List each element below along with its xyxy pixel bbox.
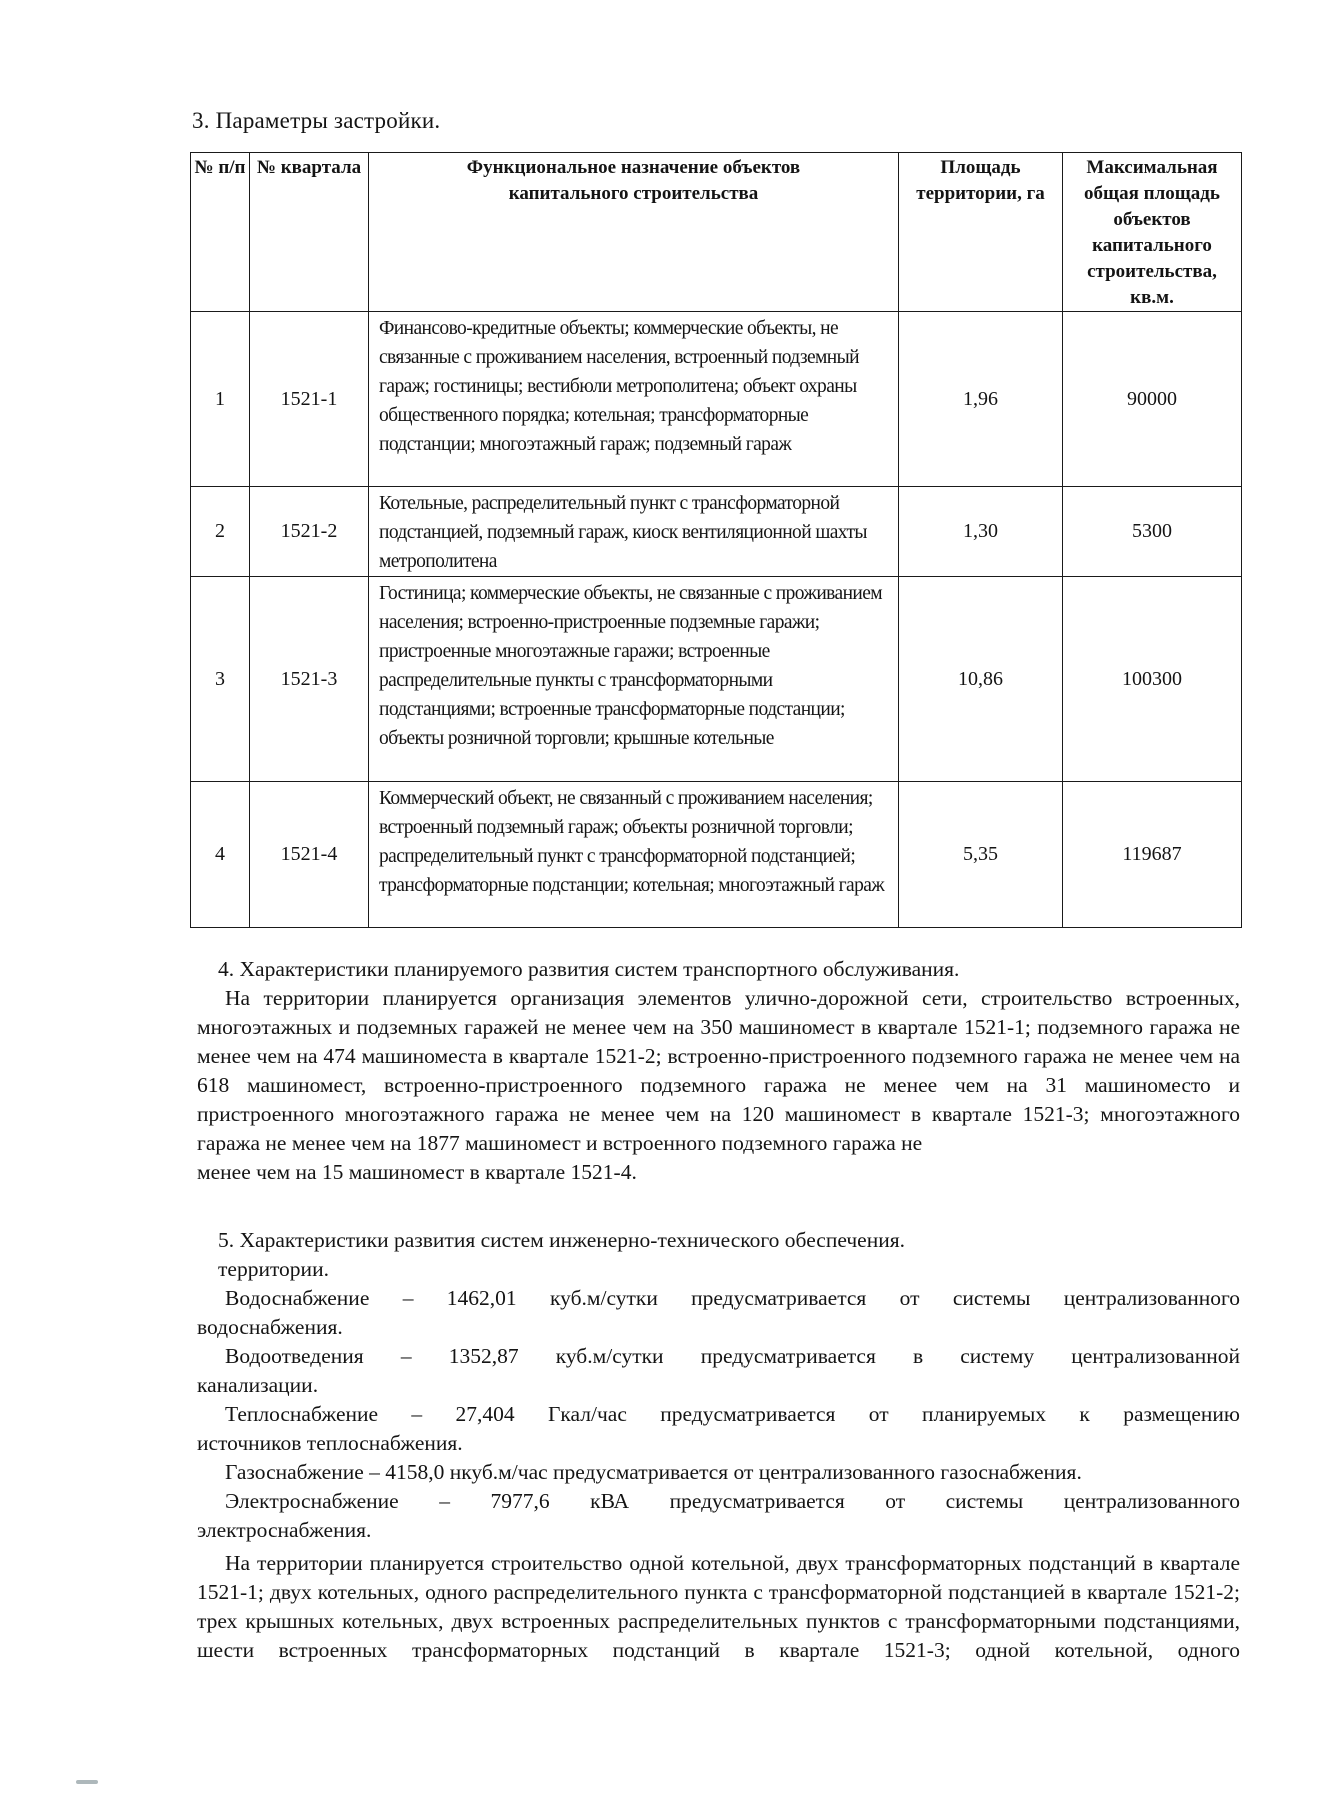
- max-area-cell: 90000: [1063, 312, 1242, 487]
- transport-paragraph-end: менее чем на 15 машиномест в квартале 1521-4.: [197, 1160, 637, 1184]
- max-area-cell: 5300: [1063, 487, 1242, 577]
- header-max-area: Максимальная общая площадь объектов капитального строительства, кв.м.: [1063, 153, 1242, 312]
- table-header-row: [191, 153, 1242, 312]
- header-row-number: № п/п: [191, 153, 250, 312]
- heat-supply-line-end: источников теплоснабжения.: [197, 1431, 463, 1455]
- max-area-cell: 100300: [1063, 577, 1242, 782]
- row-number: 3: [191, 577, 250, 782]
- area-cell: 5,35: [899, 782, 1063, 928]
- row-number: 1: [191, 312, 250, 487]
- header-block-number: № квартала: [250, 153, 369, 312]
- section-4-title: 4. Характеристики планируемого развития систем транспортного обслуживания.: [218, 957, 960, 981]
- scan-artifact: [76, 1780, 98, 1784]
- heat-supply-line: Теплоснабжение – 27,404 Гкал/час предусматривается от планируемых к размещению: [225, 1402, 1240, 1426]
- table-row: [191, 577, 1242, 782]
- gas-supply-line: Газоснабжение – 4158,0 нкуб.м/час предусматривается от централизованного газоснабжения.: [225, 1460, 1082, 1484]
- building-parameters-table: [190, 152, 1242, 928]
- header-area: Площадь территории, га: [899, 153, 1063, 312]
- power-supply-line: Электроснабжение – 7977,6 кВА предусматривается от системы централизованного: [225, 1489, 1240, 1513]
- water-supply-line: Водоснабжение – 1462,01 куб.м/сутки предусматривается от системы централизованного: [225, 1286, 1240, 1310]
- purpose-cell: Котельные, распределительный пункт с трансформаторной подстанцией, подземный гараж, киоск вентиляционной шахты метрополитена: [369, 487, 899, 577]
- block-number: 1521-1: [250, 312, 369, 487]
- water-supply-line-end: водоснабжения.: [197, 1315, 343, 1339]
- sewerage-line-end: канализации.: [197, 1373, 319, 1397]
- transport-paragraph: На территории планируется организация элементов улично-дорожной сети, строительство встроенных, многоэтажных и подземных гаражей не менее чем на 350 машиномест в квартале 1521-1; подземного гаража не менее чем на 474 машиноместа в квартале 1521-2; встроенно-пристроенного подземного гаража не менее чем на 618 машиномест, встроенно-пристроенного подземного гаража не менее чем на 31 машиноместо и пристроенного многоэтажного гаража не менее чем на 120 машиномест в квартале 1521-3; многоэтажного гаража не менее чем на 1877 машиномест и встроенного подземного гаража не: [197, 986, 1240, 1155]
- row-number: 4: [191, 782, 250, 928]
- purpose-cell: Коммерческий объект, не связанный с проживанием населения; встроенный подземный гараж; объекты розничной торговли; распределительный пункт с трансформаторной подстанцией; трансформаторные подстанции; котельная; многоэтажный гараж: [369, 782, 899, 928]
- max-area-cell: 119687: [1063, 782, 1242, 928]
- block-number: 1521-3: [250, 577, 369, 782]
- area-cell: 1,30: [899, 487, 1063, 577]
- section-4-body: [197, 984, 1240, 1187]
- construction-paragraph: На территории планируется строительство одной котельной, двух трансформаторных подстанций в квартале 1521-1; двух котельных, одного распределительного пункта с трансформаторной подстанцией в квартале 1521-2; трех крышных котельных, двух встроенных распределительных пунктов с трансформаторными подстанциями, шести встроенных трансформаторных подстанций в квартале 1521-3; одной котельной, одного: [197, 1551, 1240, 1662]
- section-5-title: 5. Характеристики развития систем инженерно-технического обеспечения.: [218, 1228, 905, 1252]
- table-row: [191, 782, 1242, 928]
- table-row: [191, 487, 1242, 577]
- header-purpose: Функциональное назначение объектов капитального строительства: [369, 153, 899, 312]
- power-supply-line-end: электроснабжения.: [197, 1518, 372, 1542]
- purpose-cell: Финансово-кредитные объекты; коммерческие объекты, не связанные с проживанием населения, встроенный подземный гараж; гостиницы; вестибюли метрополитена; объект охраны общественного порядка; котельная; трансформаторные подстанции; многоэтажный гараж; подземный гараж: [369, 312, 899, 487]
- block-number: 1521-2: [250, 487, 369, 577]
- row-number: 2: [191, 487, 250, 577]
- area-cell: 10,86: [899, 577, 1063, 782]
- area-cell: 1,96: [899, 312, 1063, 487]
- sewerage-line: Водоотведения – 1352,87 куб.м/сутки предусматривается в систему централизованной: [225, 1344, 1240, 1368]
- section-3-title: 3. Параметры застройки.: [192, 108, 441, 133]
- block-number: 1521-4: [250, 782, 369, 928]
- table-row: [191, 312, 1242, 487]
- section-5-subtitle: территории.: [218, 1257, 329, 1281]
- purpose-cell: Гостиница; коммерческие объекты, не связанные с проживанием населения; встроенно-пристроенные подземные гаражи; пристроенные многоэтажные гаражи; встроенные распределительные пункты с трансформаторными подстанциями; встроенные трансформаторные подстанции; объекты розничной торговли; крышные котельные: [369, 577, 899, 782]
- section-5-body: [197, 1284, 1240, 1665]
